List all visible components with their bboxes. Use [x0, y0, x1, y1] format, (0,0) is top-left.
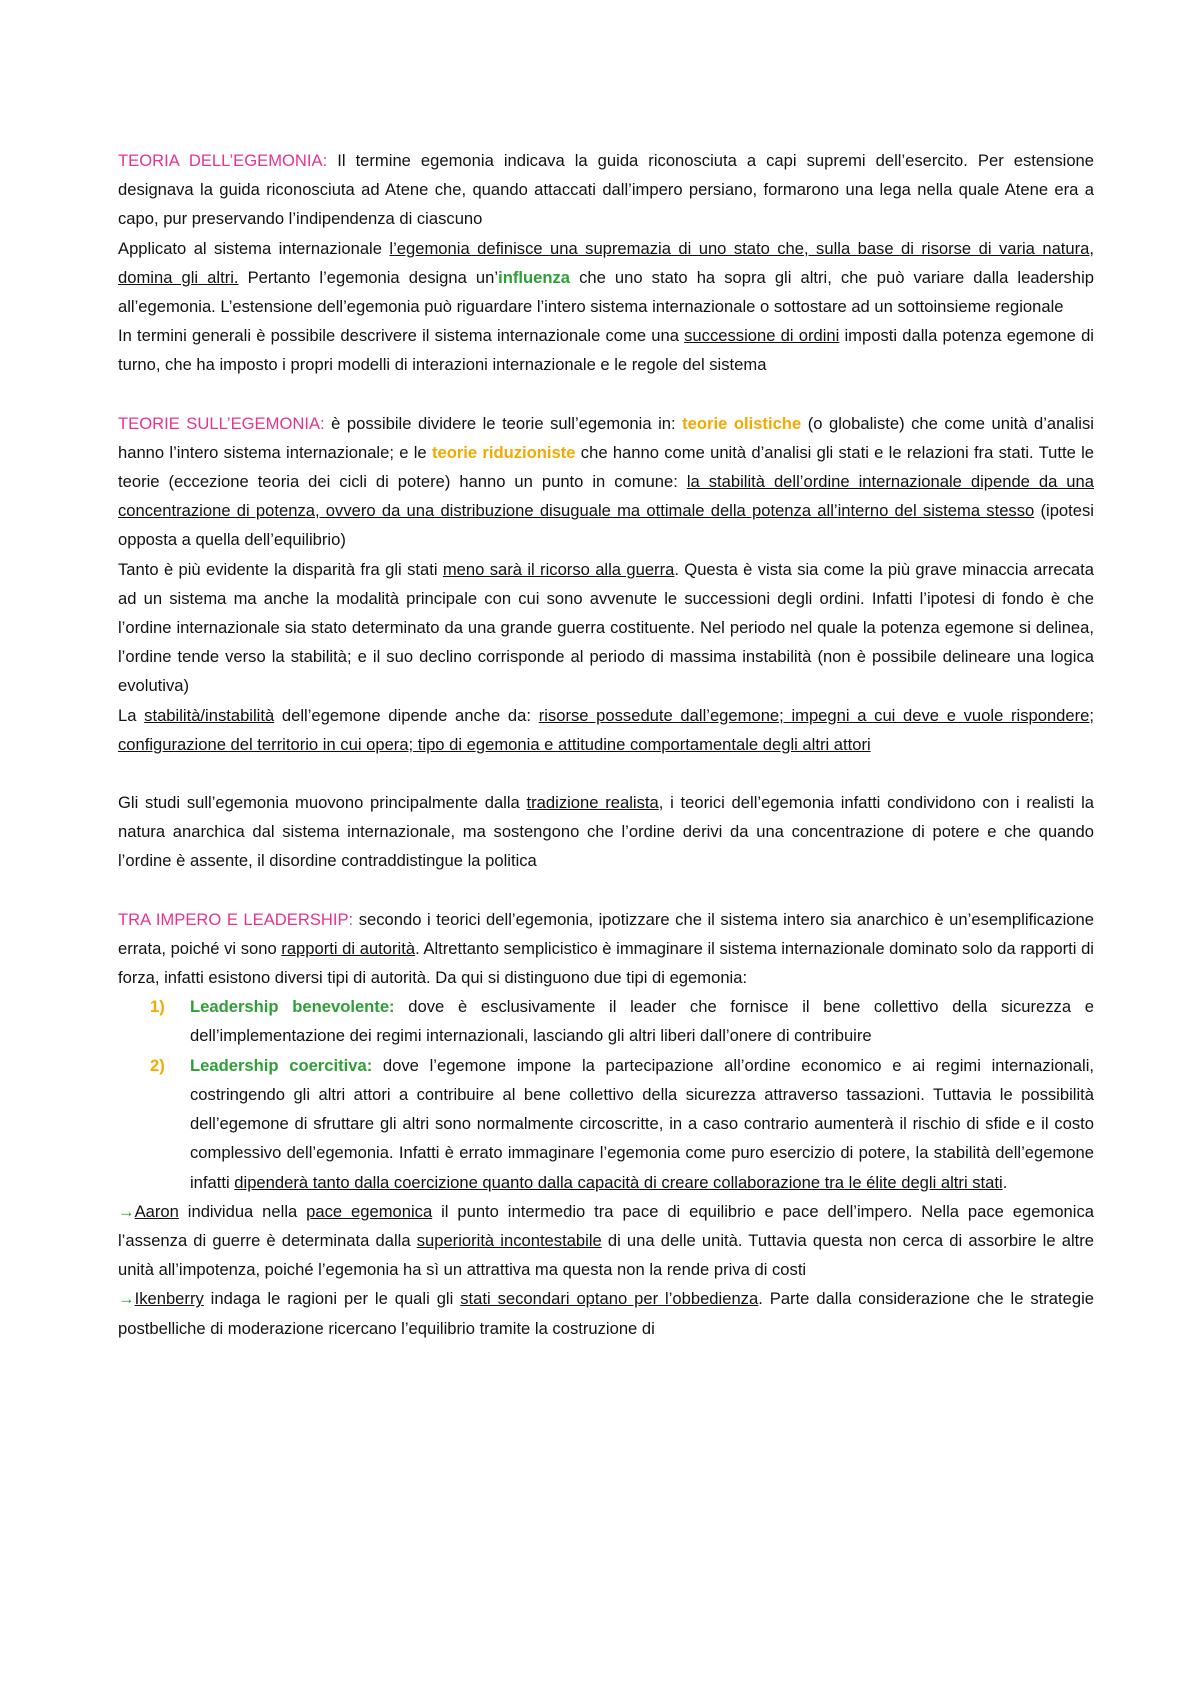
list-label: Leadership benevolente: [190, 997, 395, 1017]
text: dove è esclusivamente il leader che fornisce il bene collettivo della sicurezza e dell’implementazione dei regimi internazionali, lasciando gli altri liberi dall’onere di contribuire [190, 997, 1094, 1046]
paragraph-termini-generali [118, 321, 1094, 379]
arrow-icon: → [118, 1201, 135, 1221]
underlined-text: pace egemonica [306, 1201, 433, 1221]
heading-impero-leadership: TRA IMPERO E LEADERSHIP: [118, 909, 354, 929]
underlined-text: tradizione realista [526, 793, 659, 813]
underlined-text: dipenderà tanto dalla coercizione quanto dalla capacità di creare collaborazione tra le élite degli altri stati [234, 1172, 1003, 1192]
underlined-text: rapporti di autorità [281, 938, 416, 958]
paragraph-aaron [118, 1197, 1094, 1285]
underlined-text: successione di ordini [684, 326, 840, 346]
leadership-list [118, 992, 1094, 1196]
list-number: 1) [150, 997, 165, 1017]
paragraph-applicato [118, 234, 1094, 322]
text: Applicato al sistema internazionale [118, 238, 390, 258]
author-aaron: Aaron [134, 1201, 179, 1221]
paragraph-studi-egemonia [118, 788, 1094, 876]
spacer [118, 876, 1094, 905]
text: di una delle unità. Tuttavia questa non cerca di assorbire le altre unità all’impotenza, poiché l’egemonia ha sì un attrattiva ma questa non la rende priva di costi [118, 1230, 1094, 1280]
text: è possibile dividere le teorie sull’egemonia in: [324, 413, 683, 433]
text: . [1002, 1172, 1008, 1192]
heading-teorie-egemonia: TEORIE SULL’EGEMONIA: [118, 413, 325, 433]
text: . Altrettanto semplicistico è immaginare il sistema internazionale dominato solo da rapporti di forza, infatti esistono diversi tipi di autorità. Da qui si distinguono due tipi di egemonia: [118, 938, 1094, 988]
underlined-text: meno sarà il ricorso alla guerra [442, 559, 675, 579]
paragraph-disparita [118, 555, 1094, 701]
text: . Questa è vista sia come la più grave minaccia arrecata ad un sistema ma anche la modalità principale con cui sono avvenute le successioni degli ordini. Infatti l’ipotesi di fondo è che l’ordine internazionale sia stato determinato da una grande guerra costituente. Nel periodo nel quale la potenza egemone si delinea, l’ordine tende verso la stabilità; e il suo declino corrisponde al periodo di massima instabilità (non è possibile delineare una logica evolutiva) [118, 559, 1094, 696]
text: Pertanto l’egemonia designa un’ [238, 267, 499, 287]
text: In termini generali è possibile descrivere il sistema internazionale come una [118, 326, 685, 346]
text: che hanno come unità d’analisi gli stati e le relazioni fra stati. Tutte le teorie (eccezione teoria dei cicli di potere) hanno un punto in comune: [118, 442, 1094, 492]
author-ikenberry: Ikenberry [134, 1289, 204, 1309]
highlight-teorie-olistiche: teorie olistiche [682, 413, 802, 433]
paragraph-teoria-egemonia [118, 146, 1094, 234]
text: (o globaliste) che come unità d’analisi hanno l’intero sistema internazionale; e le [118, 413, 1094, 462]
paragraph-impero-leadership [118, 905, 1094, 993]
underlined-text: risorse possedute dall’egemone; impegni a cui deve e vuole rispondere; configurazione del territorio in cui opera; tipo di egemonia e attitudine comportamentale degli altri attori [118, 705, 1094, 754]
text: imposti dalla potenza egemone di turno, che ha imposto i propri modelli di interazioni internazionale e le regole del sistema [118, 326, 1094, 375]
text: Il termine egemonia indicava la guida riconosciuta a capi supremi dell’esercito. Per estensione designava la guida riconosciuta ad Atene che, quando attaccati dall’impero persiano, formarono una lega nella quale Atene era a capo, pur preservando l’indipendenza di ciascuno [118, 151, 1095, 229]
spacer [118, 380, 1094, 409]
text: dell’egemone dipende anche da: [274, 705, 539, 725]
text: il punto intermedio tra pace di equilibrio e pace dell’impero. Nella pace egemonica l’assenza di guerre è determinata dalla [118, 1201, 1094, 1250]
text: che uno stato ha sopra gli altri, che può variare dalla leadership all’egemonia. L’estensione dell’egemonia può riguardare l’intero sistema internazionale o sottostare ad un sottoinsieme regionale [118, 267, 1094, 317]
list-number: 2) [150, 1055, 165, 1075]
text: Gli studi sull’egemonia muovono principalmente dalla [118, 793, 527, 813]
text: . Parte dalla considerazione che le strategie postbelliche di moderazione ricercano l’equilibrio tramite la costruzione di [118, 1289, 1094, 1338]
highlight-influenza: influenza [498, 267, 570, 287]
spacer [118, 759, 1094, 788]
text: , i teorici dell’egemonia infatti condividono con i realisti la natura anarchica dal sistema internazionale, ma sostengono che l’ordine derivi da una concentrazione di potere e che quando l’ordine è assente, il disordine contraddistingue la politica [118, 793, 1094, 871]
text: secondo i teorici dell’egemonia, ipotizzare che il sistema intero sia anarchico è un’esemplificazione errata, poiché vi sono [118, 909, 1094, 958]
underlined-text: superiorità incontestabile [416, 1230, 602, 1250]
paragraph-ikenberry [118, 1284, 1094, 1342]
heading-teoria-egemonia: TEORIA DELL’EGEMONIA: [118, 151, 328, 170]
list-item [150, 992, 1094, 1050]
text: (ipotesi opposta a quella dell’equilibrio) [118, 501, 1094, 550]
text: dove l’egemone impone la partecipazione all’ordine economico e ai regimi internazionali, costringendo gli altri attori a contribuire al bene collettivo della sicurezza attraverso tassazioni. Tuttavia le possibilità dell’egemone di sfruttare gli altri sono normalmente circoscritte, in a caso contrario aumenterà il rischio di sfide e il costo complessivo dell’egemonia. Infatti è errato immaginare l’egemonia come puro esercizio di potere, la stabilità dell’egemone infatti [190, 1055, 1094, 1192]
paragraph-stabilita [118, 701, 1094, 759]
text: La [118, 705, 145, 725]
underlined-text: l’egemonia definisce una supremazia di uno stato che, sulla base di risorse di varia natura, domina gli altri. [118, 238, 1095, 287]
text: individua nella [178, 1201, 307, 1221]
highlight-teorie-riduzioniste: teorie riduzioniste [431, 442, 576, 462]
text: indaga le ragioni per le quali gli [203, 1289, 461, 1309]
arrow-icon: → [118, 1289, 135, 1309]
paragraph-teorie-egemonia [118, 409, 1094, 555]
underlined-text: la stabilità dell’ordine internazionale dipende da una concentrazione di potenza, ovvero da una distribuzione disuguale ma ottimale della potenza all’interno del sistema stesso [118, 472, 1094, 521]
list-item [150, 1051, 1094, 1197]
underlined-text: stati secondari optano per l’obbedienza [460, 1289, 759, 1309]
underlined-text: stabilità/instabilità [144, 705, 275, 725]
text: Tanto è più evidente la disparità fra gli stati [118, 559, 443, 579]
list-label: Leadership coercitiva: [190, 1055, 373, 1075]
